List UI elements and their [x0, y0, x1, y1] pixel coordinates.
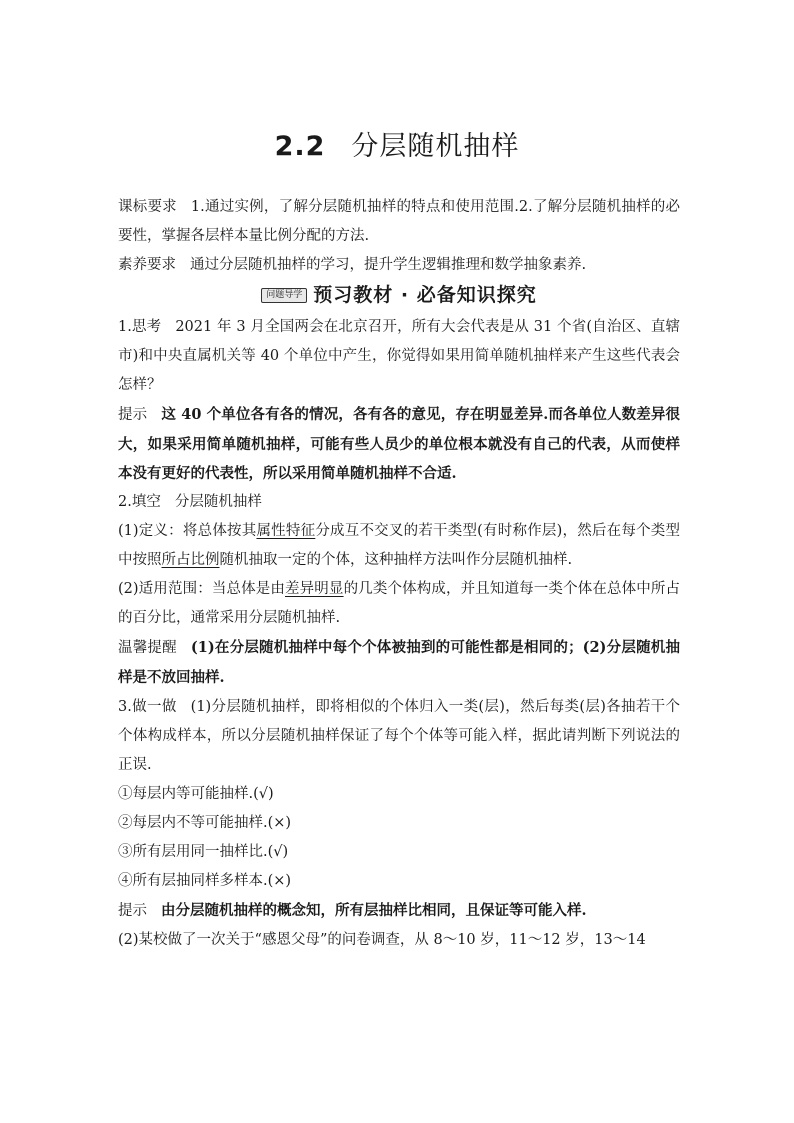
- reminder-label: 温馨提醒: [118, 640, 177, 656]
- reminder-text: (1)在分层随机抽样中每个个体被抽到的可能性都是相同的；(2)分层随机抽样是不放回抽样.: [118, 639, 681, 686]
- fill-scope: [118, 575, 680, 633]
- definition-blank-2: 所占比例: [161, 552, 220, 568]
- practice-item: ①每层内等可能抽样.(√): [118, 786, 274, 802]
- think-text: 2021 年 3 月全国两会在北京召开，所有大会代表是从 31 个省(自治区、直辖市)和中央直属机关等 40 个单位中产生，你觉得如果用简单随机抽样来产生这些代表会怎样？: [118, 319, 680, 393]
- section-badge: 问题导学: [261, 288, 307, 303]
- practice-label: 3.做一做: [118, 699, 177, 715]
- literacy-requirement: [118, 251, 680, 280]
- scope-suffix: 的几类个体构成，并且知道每一类个体在总体中所占的百分比，通常采用分层随机抽样.: [118, 581, 681, 626]
- warm-reminder: [118, 633, 680, 693]
- practice-intro: [118, 693, 680, 780]
- practice-hint-text: 由分层随机抽样的概念知，所有层抽样比相同，且保证等可能入样.: [161, 902, 587, 919]
- practice-next-question: (2)某校做了一次关于“感恩父母”的问卷调查，从 8～10 岁，11～12 岁，13～14: [118, 932, 646, 948]
- definition-blank-1: 属性特征: [256, 523, 316, 539]
- content-body: [118, 193, 680, 955]
- practice-intro-text: (1)分层随机抽样，即将相似的个体归入一类(层)，然后每类(层)各抽若干个个体构成样本，所以分层随机抽样保证了每个个体等可能入样，据此请判断下列说法的正误.: [118, 699, 680, 773]
- practice-item: ④所有层抽同样多样本.(×): [118, 873, 292, 889]
- think-hint-label: 提示: [118, 407, 148, 423]
- title-text: 分层随机抽样: [351, 131, 520, 162]
- course-requirement-label: 课标要求: [118, 199, 177, 215]
- scope-prefix: (2)适用范围：当总体是由: [118, 581, 286, 597]
- section-heading-text: 预习教材 · 必备知识探究: [313, 284, 537, 306]
- section-number: 2.2: [274, 131, 326, 162]
- definition-prefix: (1)定义：将总体按其: [118, 523, 257, 539]
- fill-definition: [118, 517, 680, 575]
- practice-item: ③所有层用同一抽样比.(√): [118, 844, 289, 860]
- definition-suffix: 随机抽取一定的个体，这种抽样方法叫作分层随机抽样.: [219, 552, 573, 568]
- fill-label: 2.填空: [118, 494, 161, 510]
- practice-hint: [118, 896, 680, 926]
- definition-middle: 分成互不交叉的若干类型(有时称作层)，然后在每个类型中按照: [118, 523, 680, 568]
- literacy-requirement-label: 素养要求: [118, 257, 176, 273]
- think-label: 1.思考: [118, 319, 162, 335]
- page-title: [0, 124, 794, 163]
- scope-blank: 差异明显: [285, 581, 344, 597]
- fill-heading: [118, 488, 680, 517]
- literacy-requirement-text: 通过分层随机抽样的学习，提升学生逻辑推理和数学抽象素养.: [190, 257, 587, 273]
- practice-hint-label: 提示: [118, 903, 147, 919]
- think-question: [118, 313, 680, 400]
- section-heading: [118, 281, 680, 311]
- course-requirement-text: 1.通过实例，了解分层随机抽样的特点和使用范围.2.了解分层随机抽样的必要性，掌握各层样本量比例分配的方法.: [118, 199, 681, 244]
- think-hint: [118, 400, 680, 488]
- fill-topic: 分层随机抽样: [174, 494, 262, 510]
- think-hint-text: 这 40 个单位各有各的情况，各有各的意见，存在明显差异.而各单位人数差异很大，如果采用简单随机抽样，可能有些人员少的单位根本就没有自己的代表，从而使样本没有更好的代表性，所以采用简单随机抽样不合适.: [118, 406, 681, 482]
- practice-item: ②每层内不等可能抽样.(×): [118, 815, 292, 831]
- course-requirement: [118, 193, 680, 251]
